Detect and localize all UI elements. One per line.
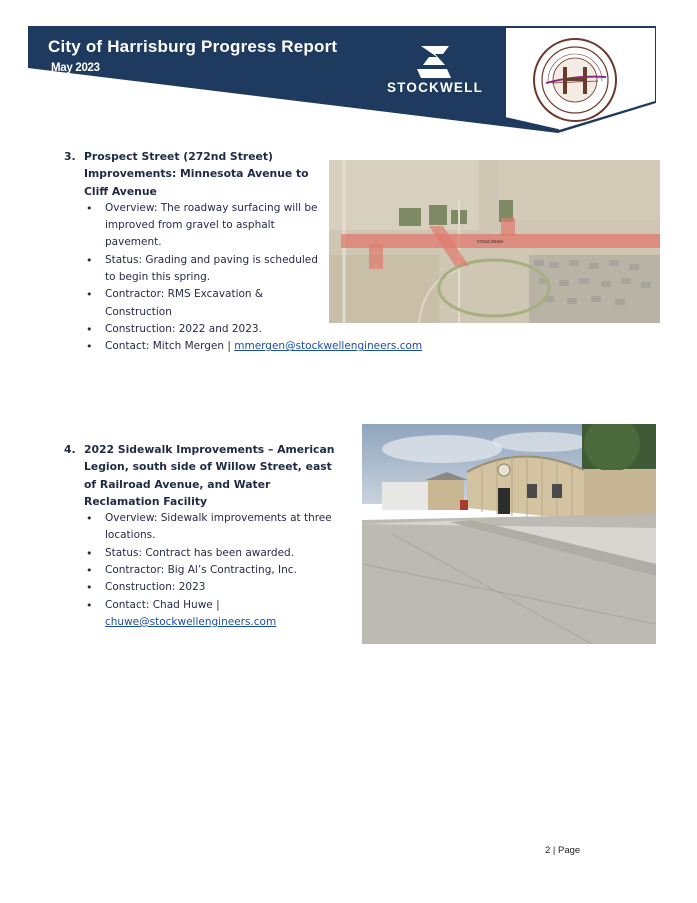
- prospect-street-map-image: [329, 160, 660, 323]
- page-number: 2 | Page: [545, 845, 581, 856]
- bullet-list: [86, 510, 336, 631]
- bullet-list: [86, 200, 423, 356]
- list-item: • Status: Grading and paving is scheduled to begin this spring.: [86, 253, 318, 284]
- section-number: 4.: [64, 443, 76, 456]
- report-title: City of Harrisburg Progress Report: [48, 37, 338, 56]
- list-item: • Contact: Chad Huwe | chuwe@stockwellengineers.com: [86, 598, 277, 628]
- sidewalk-photo-image: [362, 424, 656, 644]
- section-number: 3.: [64, 150, 76, 163]
- contact-email-link[interactable]: chuwe@stockwellengineers.com: [105, 615, 277, 628]
- city-seal-icon: [532, 37, 618, 123]
- list-item: • Overview: Sidewalk improvements at three locations.: [86, 512, 332, 542]
- contact-email-link[interactable]: mmergen@stockwellengineers.com: [234, 340, 423, 353]
- stockwell-wordmark: STOCKWELL: [386, 80, 484, 95]
- section-sidewalk-improvements: [64, 441, 336, 631]
- section-title: Prospect Street (272nd Street) Improvements: Minnesota Avenue to Cliff Avenue: [84, 150, 309, 198]
- list-item: • Overview: The roadway surfacing will be improved from gravel to asphalt pavement.: [86, 201, 318, 249]
- section-prospect-street: [64, 148, 423, 356]
- list-item: • Status: Contract has been awarded.: [86, 546, 295, 560]
- map-street-label: 272nd Street: [477, 239, 503, 244]
- section-heading: [64, 148, 326, 200]
- list-item: • Construction: 2022 and 2023.: [86, 322, 262, 336]
- list-item: • Construction: 2023: [86, 581, 206, 595]
- list-item: • Contractor: Big Al’s Contracting, Inc.: [86, 564, 297, 578]
- stockwell-logo-icon: [413, 45, 457, 79]
- section-heading: [64, 441, 336, 510]
- report-date: May 2023: [51, 62, 100, 74]
- list-item: • Contact: Mitch Mergen | mmergen@stockwellengineers.com: [86, 340, 423, 354]
- list-item: • Contractor: RMS Excavation & Construction: [86, 288, 264, 318]
- section-title: 2022 Sidewalk Improvements – American Legion, south side of Willow Street, east of Railroad Avenue, and Water Reclamation Facility: [84, 443, 335, 508]
